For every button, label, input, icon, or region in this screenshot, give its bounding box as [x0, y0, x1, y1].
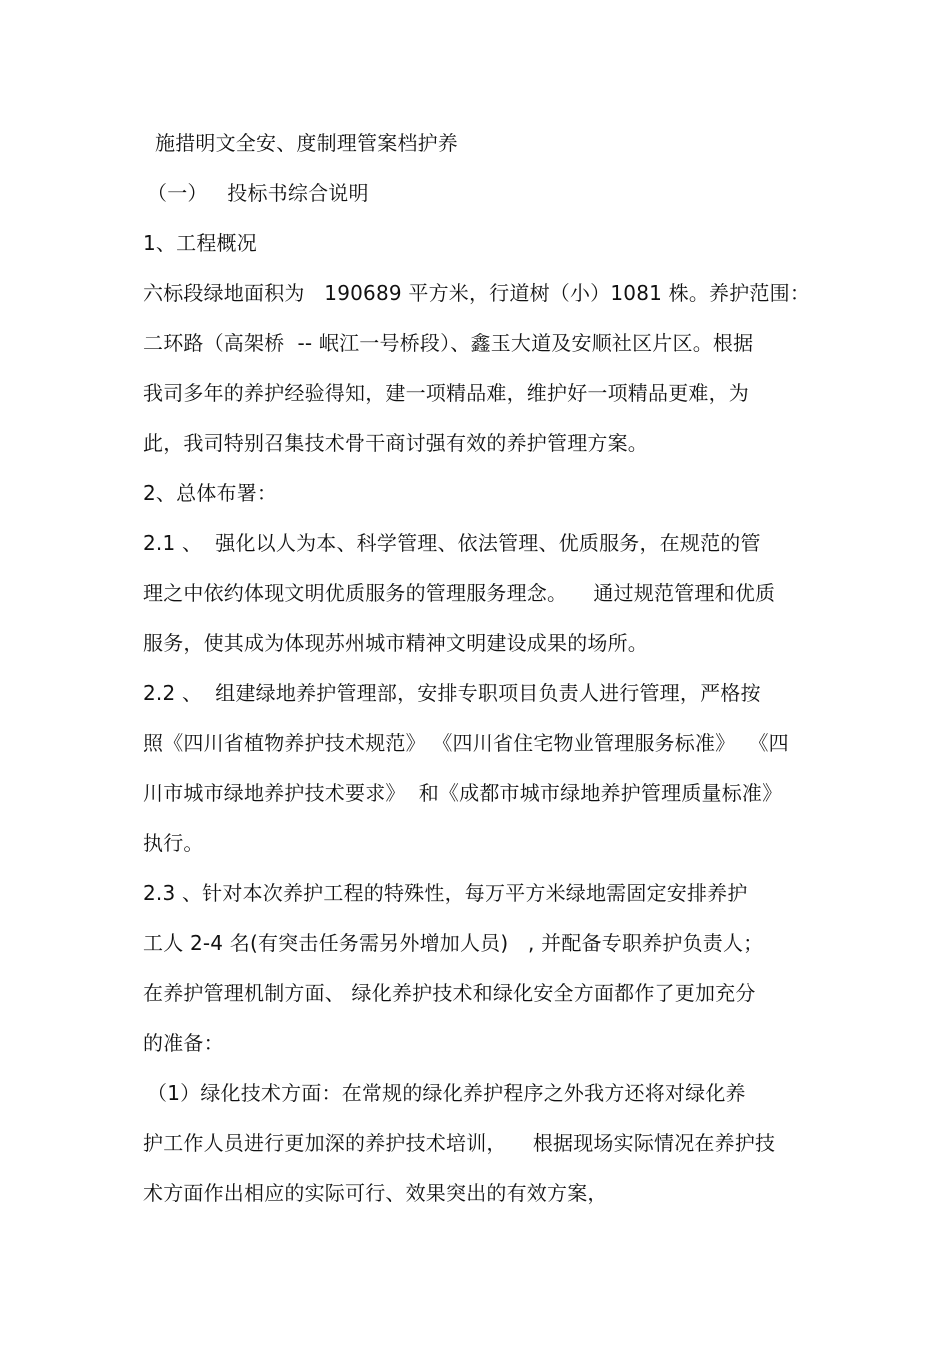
- paragraph-line: 二环路（高架桥 -- 岷江一号桥段）、鑫玉大道及安顺社区片区。根据: [143, 331, 754, 355]
- paragraph-line: 我司多年的养护经验得知，建一项精品难，维护好一项精品更难，为: [143, 381, 749, 405]
- paragraph-line: 护工作人员进行更加深的养护技术培训， 根据现场实际情况在养护技: [143, 1131, 776, 1155]
- item-heading: 2、总体布署：: [143, 481, 278, 505]
- paragraph-line: 2.1 、 强化以人为本、科学管理、依法管理、优质服务，在规范的管: [143, 531, 761, 555]
- paragraph-line: 此，我司特别召集技术骨干商讨强有效的养护管理方案。: [143, 431, 648, 455]
- section-heading: 施措明文全安、度制理管案档护养: [155, 131, 458, 155]
- subsection-heading: （一） 投标书综合说明: [147, 181, 369, 205]
- paragraph-line: （1）绿化技术方面：在常规的绿化养护程序之外我方还将对绿化养: [147, 1081, 746, 1105]
- paragraph-line: 理之中依约体现文明优质服务的管理服务理念。 通过规范管理和优质: [143, 581, 776, 605]
- paragraph-line: 术方面作出相应的实际可行、效果突出的有效方案，: [143, 1181, 608, 1205]
- paragraph-line: 工人 2-4 名(有突击任务需另外增加人员) , 并配备专职养护负责人；: [143, 931, 764, 955]
- paragraph-line: 的准备：: [143, 1031, 224, 1055]
- paragraph-line: 川市城市绿地养护技术要求》 和《成都市城市绿地养护管理质量标准》: [143, 781, 783, 805]
- paragraph-line: 六标段绿地面积为 190689 平方米，行道树（小）1081 株。养护范围：: [143, 281, 811, 305]
- paragraph-line: 照《四川省植物养护技术规范》 《四川省住宅物业管理服务标准》 《四: [143, 731, 789, 755]
- paragraph-line: 2.3 、针对本次养护工程的特殊性，每万平方米绿地需固定安排养护: [143, 881, 748, 905]
- paragraph-line: 2.2 、 组建绿地养护管理部，安排专职项目负责人进行管理，严格按: [143, 681, 761, 705]
- item-heading: 1、工程概况: [143, 231, 257, 255]
- paragraph-line: 执行。: [143, 831, 204, 855]
- paragraph-line: 在养护管理机制方面、 绿化养护技术和绿化安全方面都作了更加充分: [143, 981, 756, 1005]
- paragraph-line: 服务，使其成为体现苏州城市精神文明建设成果的场所。: [143, 631, 648, 655]
